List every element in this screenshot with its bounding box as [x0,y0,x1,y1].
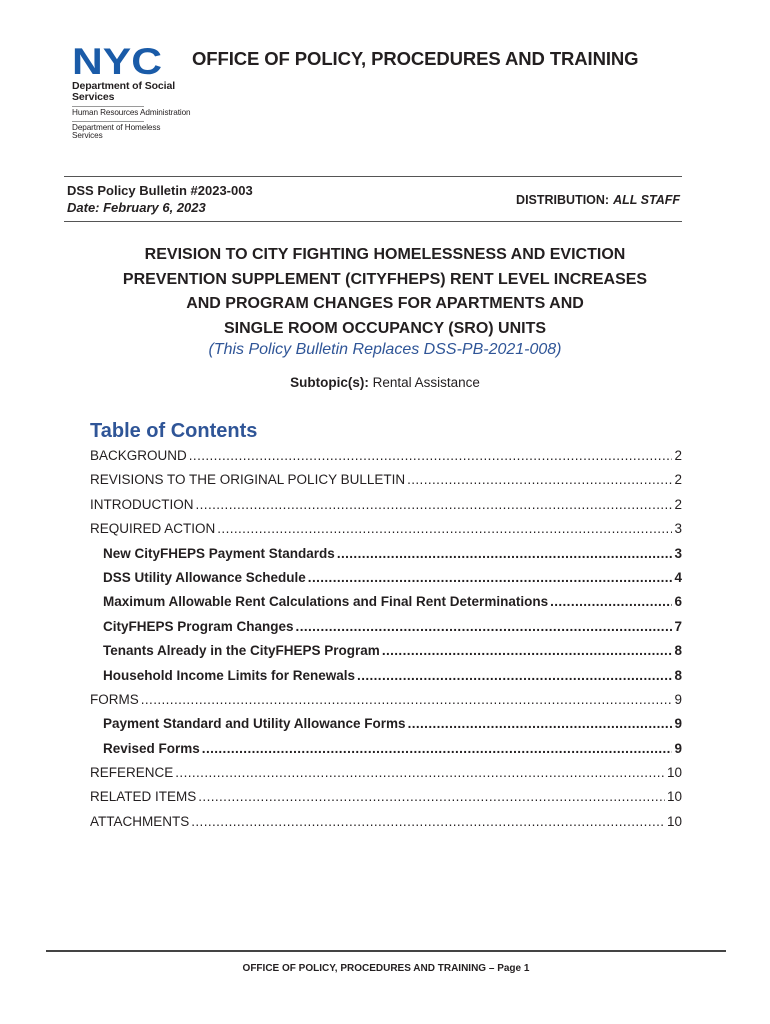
table-of-contents [90,444,682,834]
toc-entry-background[interactable]: BACKGROUND ..... 2 [90,444,682,468]
bulletin-info [67,183,253,216]
footer-rule [46,950,726,952]
header-rule-bottom [64,221,682,222]
logo-department: Department of Social Services [72,80,176,103]
toc-entry-required-action[interactable]: REQUIRED ACTION ..... 3 [90,517,682,541]
title-line: AND PROGRAM CHANGES FOR APARTMENTS AND [186,295,584,312]
replaces-note: (This Policy Bulletin Replaces DSS-PB-2021-008) [208,341,562,358]
toc-entry-payment-forms[interactable]: Payment Standard and Utility Allowance Forms ..... 9 [90,712,682,736]
toc-entry-related-items[interactable]: RELATED ITEMS ..... 10 [90,785,682,809]
logo-divider [72,121,144,122]
title-line: SINGLE ROOM OCCUPANCY (SRO) UNITS [223,319,547,337]
subtopic-value: Rental Assistance [372,375,480,390]
svg-text:NYC: NYC [72,44,162,78]
toc-entry-forms[interactable]: FORMS ..... 9 [90,688,682,712]
toc-entry-revised-forms[interactable]: Revised Forms ..... 9 [90,737,682,761]
subtopic-label: Subtopic(s): [290,375,369,390]
logo-hra: Human Resources Administration [72,108,191,117]
toc-heading: Table of Contents [90,420,258,442]
toc-entry-payment-standards[interactable]: New CityFHEPS Payment Standards ..... 3 [90,542,682,566]
toc-entry-reference[interactable]: REFERENCE ..... 10 [90,761,682,785]
subtopic [60,375,710,390]
page-footer: OFFICE OF POLICY, PROCEDURES AND TRAINING – Page 1 [242,963,530,974]
bulletin-number: DSS Policy Bulletin #2023-003 [67,183,253,198]
header-rule-top [64,176,682,177]
logo-divider [72,106,144,107]
toc-entry-tenants[interactable]: Tenants Already in the CityFHEPS Program ..... 8 [90,639,682,663]
bulletin-date: Date: February 6, 2023 [67,199,206,215]
toc-entry-max-rent[interactable]: Maximum Allowable Rent Calculations and Final Rent Determinations ..... 6 [90,590,682,614]
toc-entry-utility-allowance[interactable]: DSS Utility Allowance Schedule ..... 4 [90,566,682,590]
logo-dhs: Department of Homeless Services [72,122,161,141]
distribution [516,193,680,207]
toc-entry-introduction[interactable]: INTRODUCTION ..... 2 [90,493,682,517]
nyc-dss-logo [72,44,192,141]
title-line: PREVENTION SUPPLEMENT (CITYFHEPS) RENT LEVEL INCREASES [122,270,648,288]
toc-entry-attachments[interactable]: ATTACHMENTS ..... 10 [90,810,682,834]
title-line: REVISION TO CITY FIGHTING HOMELESSNESS AND EVICTION [144,246,626,263]
distribution-label: DISTRIBUTION: [516,193,610,207]
bulletin-title [60,243,710,341]
toc-entry-income-limits[interactable]: Household Income Limits for Renewals ..... 8 [90,664,682,688]
office-title: OFFICE OF POLICY, PROCEDURES AND TRAINING [192,48,639,69]
distribution-value: ALL STAFF [613,193,680,207]
toc-entry-program-changes[interactable]: CityFHEPS Program Changes ..... 7 [90,615,682,639]
toc-entry-revisions[interactable]: REVISIONS TO THE ORIGINAL POLICY BULLETIN ..... 2 [90,468,682,492]
nyc-logo-icon [72,44,164,78]
